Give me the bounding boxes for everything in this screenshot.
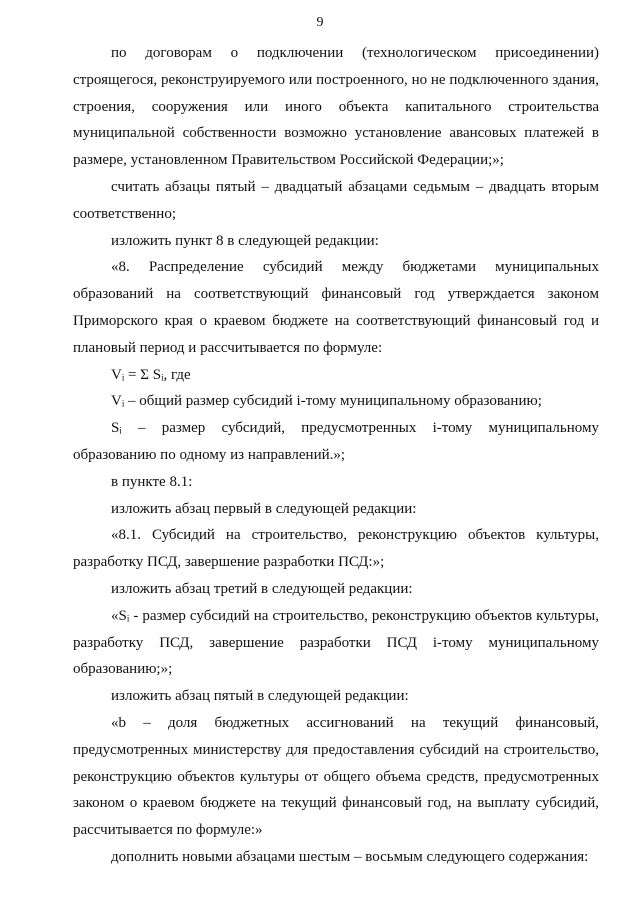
paragraph-item-8-text: «8. Распределение субсидий между бюджетами муниципальных образований на соответствующий финансовый год утверждается законом Приморского края о краевом бюджете на соответствующий финансовый год и плановый период и рассчитывается по формуле: xyxy=(73,259,599,356)
paragraph-si-definition: Sᵢ – размер субсидий, предусмотренных i-тому муниципальному образованию по одному из направлений.»; xyxy=(73,420,599,463)
paragraph-si-culture-definition: «Sᵢ - размер субсидий на строительство, реконструкцию объектов культуры, разработку ПСД, завершение разработки ПСД i-тому муниципальному образованию;»; xyxy=(73,607,599,678)
paragraph-item-8-1-text: «8.1. Субсидий на строительство, реконструкцию объектов культуры, разработку ПСД, завершение разработки ПСД:»; xyxy=(73,527,599,571)
document-body xyxy=(73,40,599,871)
paragraph-b-definition: «b – доля бюджетных ассигнований на текущий финансовый, предусмотренных министерству для предоставления субсидий на строительство, реконструкцию объектов культуры от общего объема средств, предусмотренных законом о краевом бюджете на текущий финансовый год, на выплату субсидий, рассчитывается по формуле:» xyxy=(73,714,599,839)
paragraph-third-abzac-intro: изложить абзац третий в следующей редакции: xyxy=(111,580,413,597)
paragraph-renumber-paragraphs: считать абзацы пятый – двадцатый абзацами седьмым – двадцать вторым соответственно; xyxy=(73,178,599,222)
paragraph-first-abzac-intro: изложить абзац первый в следующей редакции: xyxy=(111,500,417,517)
paragraph-vi-definition: Vᵢ – общий размер субсидий i-тому муниципальному образованию; xyxy=(111,393,542,410)
paragraph-item-8-intro: изложить пункт 8 в следующей редакции: xyxy=(111,232,379,249)
paragraph-formula: Vᵢ = Σ Sᵢ, где xyxy=(111,366,191,383)
page-number: 9 xyxy=(316,15,324,30)
paragraph-connection-payments: по договорам о подключении (технологическом присоединении) строящегося, реконструируемого или построенного, но не подключенного здания, строения, сооружения или иного объекта капитального строительства муниципальной собственности возможно установление авансовых платежей в размере, установленном Правительством Российской Федерации;»; xyxy=(73,45,599,169)
paragraph-fifth-abzac-intro: изложить абзац пятый в следующей редакции: xyxy=(111,688,409,705)
paragraph-add-new-abzacs: дополнить новыми абзацами шестым – восьмым следующего содержания: xyxy=(111,848,589,865)
paragraph-item-8-1-intro: в пункте 8.1: xyxy=(111,473,193,490)
